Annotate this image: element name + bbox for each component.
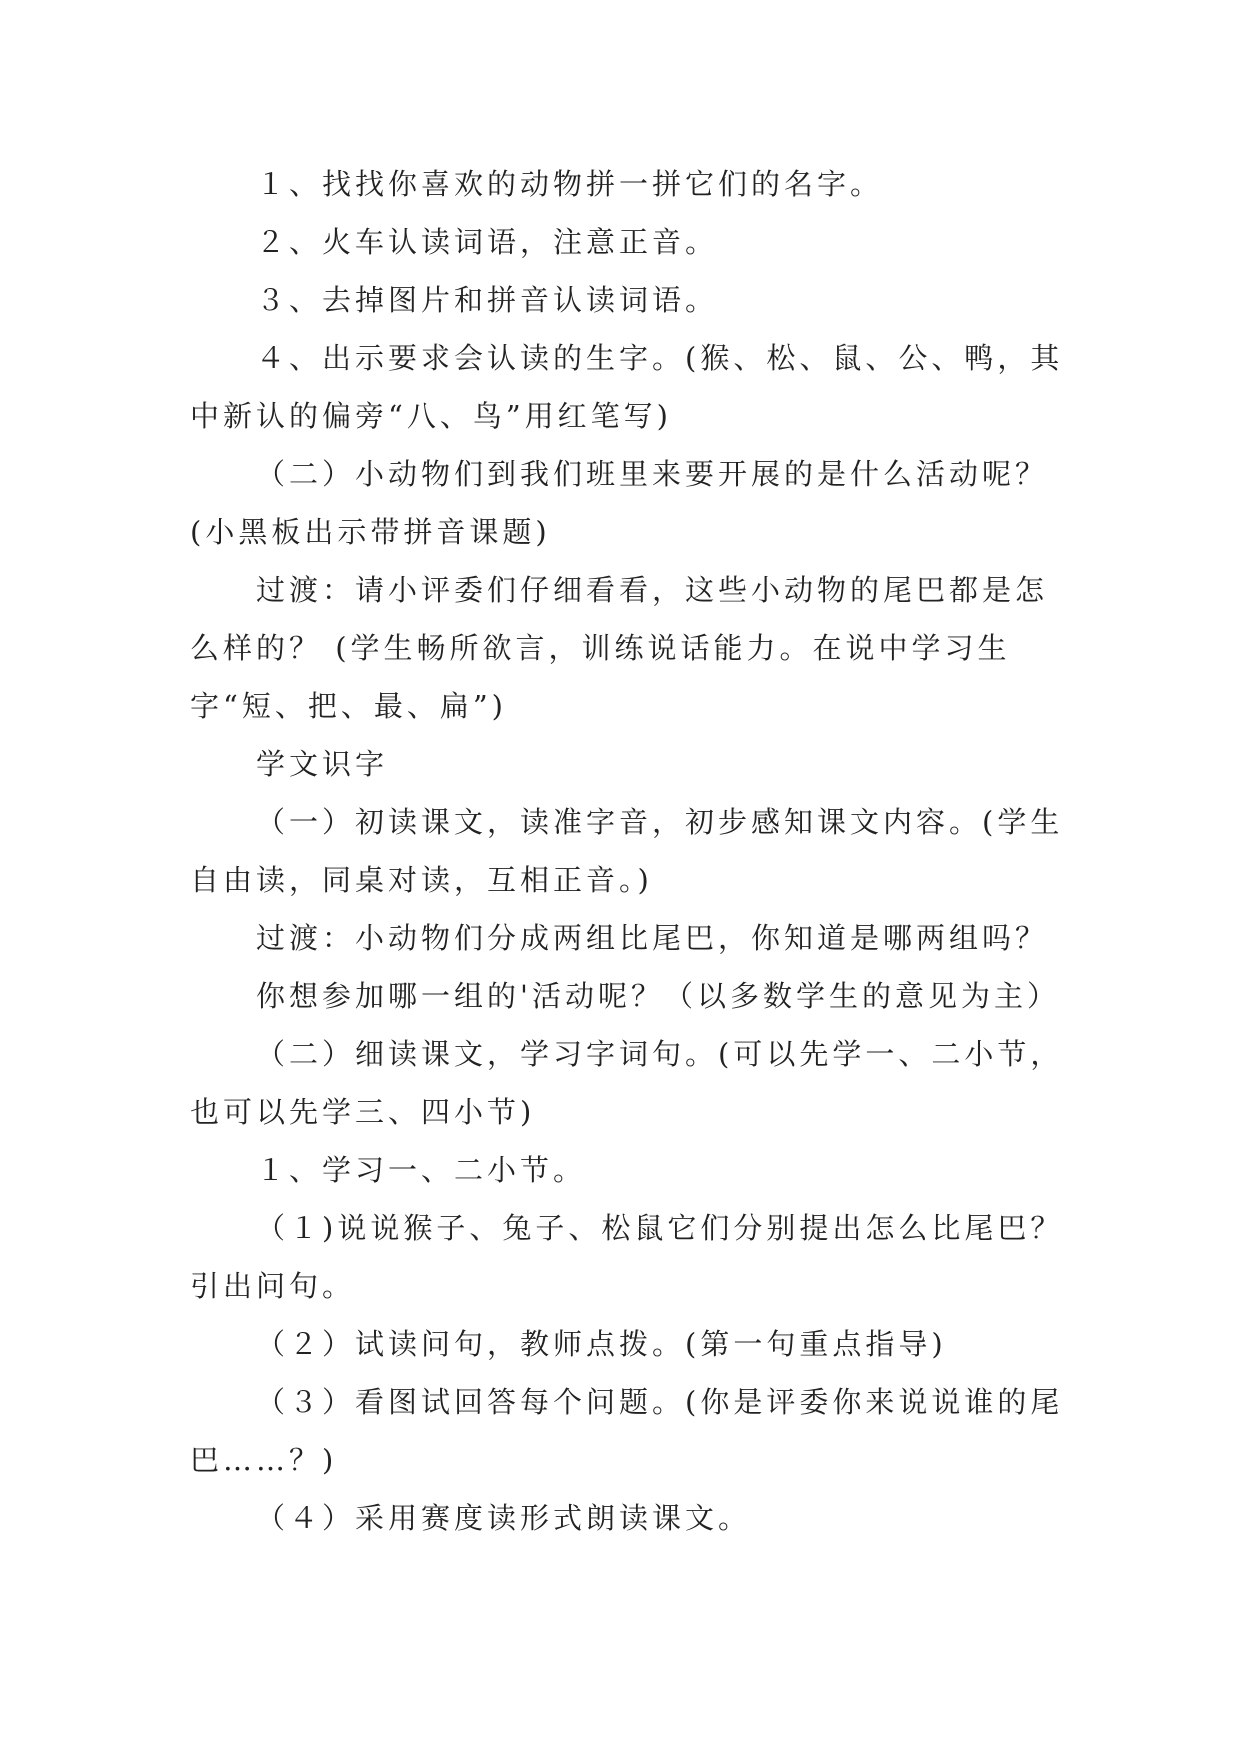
paragraph: （二）小动物们到我们班里来要开展的是什么活动呢？(小黑板出示带拼音课题) [190, 457, 1049, 549]
paragraph: 过渡：小动物们分成两组比尾巴，你知道是哪两组吗？ [256, 921, 1049, 955]
paragraph: １、找找你喜欢的动物拼一拼它们的名字。 [256, 167, 884, 201]
paragraph: （１)说说猴子、兔子、松鼠它们分别提出怎么比尾巴？引出问句。 [190, 1211, 1064, 1303]
paragraph: （２）试读问句，教师点拨。(第一句重点指导) [256, 1327, 947, 1361]
paragraph: ４、出示要求会认读的生字。(猴、松、鼠、公、鸭，其中新认的偏旁“八、鸟”用红笔写) [190, 341, 1064, 433]
paragraph: 过渡：请小评委们仔细看看，这些小动物的尾巴都是怎么样的？ (学生畅所欲言，训练说话能力。在说中学习生字“短、把、最、扁”) [190, 573, 1049, 723]
paragraph: （一）初读课文，读准字音，初步感知课文内容。(学生自由读，同桌对读，互相正音。) [190, 805, 1064, 897]
paragraph: １、学习一、二小节。 [256, 1153, 587, 1187]
paragraph: 你想参加哪一组的'活动呢？（以多数学生的意见为主） [256, 979, 1060, 1013]
document-body [190, 155, 1070, 1547]
section-heading: 学文识字 [256, 747, 389, 781]
paragraph: （３）看图试回答每个问题。(你是评委你来说说谁的尾巴……？) [190, 1385, 1064, 1477]
paragraph: ２、火车认读词语，注意正音。 [256, 225, 719, 259]
paragraph: （二）细读课文，学习字词句。(可以先学一、二小节，也可以先学三、四小节) [190, 1037, 1064, 1129]
paragraph: ３、去掉图片和拼音认读词语。 [256, 283, 719, 317]
paragraph: （４）采用赛度读形式朗读课文。 [256, 1501, 752, 1535]
